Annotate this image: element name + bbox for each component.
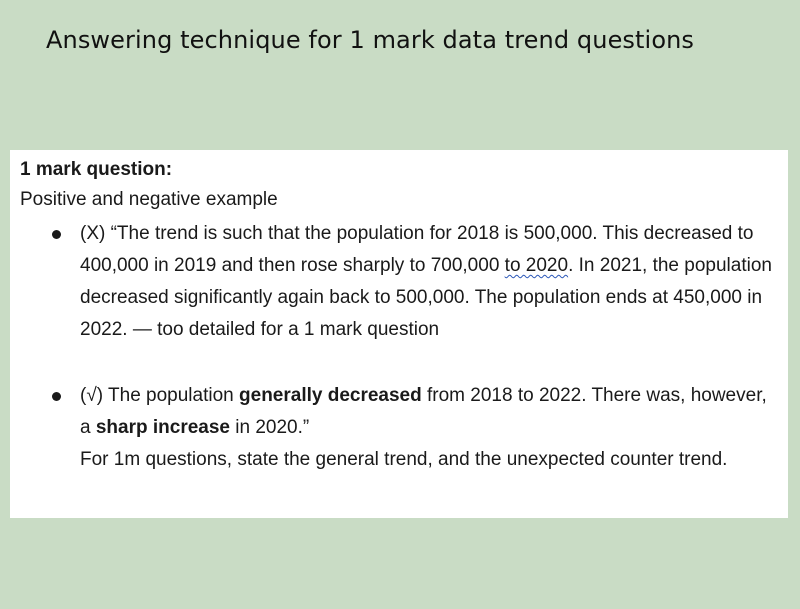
bullet-2-text-a: (√) The population xyxy=(80,385,240,406)
bullet-positive-example xyxy=(44,380,776,476)
card-heading: 1 mark question: xyxy=(20,159,173,180)
slide-title: Answering technique for 1 mark data trend questions xyxy=(46,26,695,54)
bullet-negative-text xyxy=(80,218,776,346)
bold-sharp-increase: sharp increase xyxy=(95,417,230,438)
bullet-2-text-c: in 2020.” xyxy=(230,417,310,438)
spellcheck-underlined-text: to 2020 xyxy=(504,255,569,276)
bullet-1-text-b: . In 2021, the population decreased significantly again back to 500,000. The population ends at 450,000 in 2022. — too detailed for a 1 mark question xyxy=(80,255,772,340)
bullet-dot-icon xyxy=(52,392,61,401)
content-card xyxy=(10,150,788,518)
card-subheading: Positive and negative example xyxy=(20,189,278,210)
bullet-dot-icon xyxy=(52,230,61,239)
bullet-2-note: For 1m questions, state the general trend, and the unexpected counter trend. xyxy=(80,449,728,470)
bullet-1-text-a: (X) “The trend is such that the population for 2018 is 500,000. This decreased to 400,000 in 2019 and then rose sharply to 700,000 xyxy=(80,223,754,276)
bullet-negative-example xyxy=(44,218,776,346)
bold-generally-decreased: generally decreased xyxy=(239,385,422,406)
bullet-positive-text xyxy=(80,380,776,476)
bullet-2-text-b: from 2018 to 2022. There was, however, a xyxy=(80,385,767,438)
